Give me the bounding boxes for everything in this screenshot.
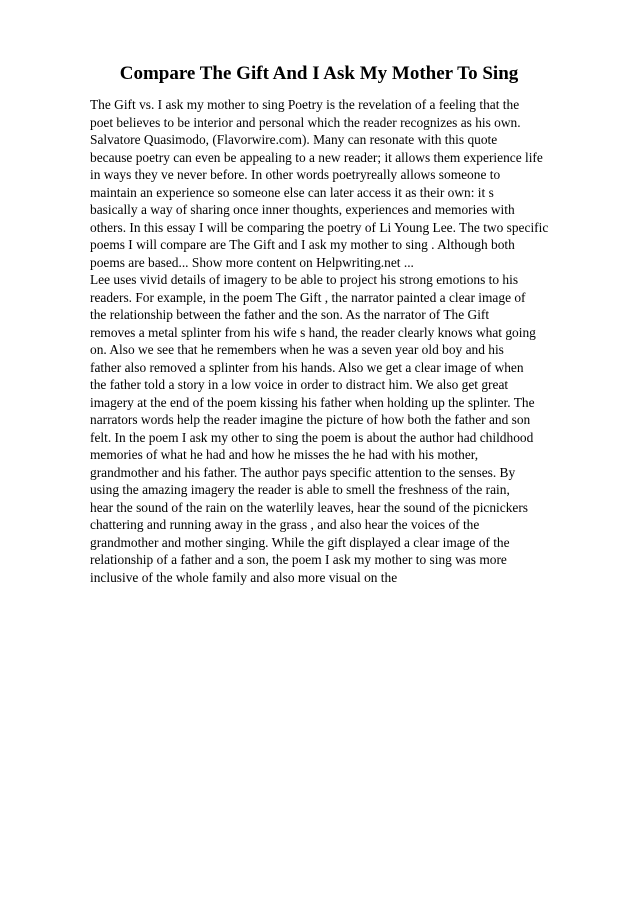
body-line: maintain an experience so someone else can later access it as their own: it s (90, 184, 494, 200)
body-line: readers. For example, in the poem The Gift , the narrator painted a clear image of (90, 289, 526, 305)
body-line: narrators words help the reader imagine the picture of how both the father and son (90, 412, 531, 427)
document-title: Compare The Gift And I Ask My Mother To Sing (119, 63, 519, 84)
body-line: removes a metal splinter from his wife s hand, the reader clearly knows what going (90, 324, 536, 340)
body-line: inclusive of the whole family and also more visual on the (90, 569, 398, 585)
body-line: father also removed a splinter from his hands. Also we get a clear image of when (90, 359, 524, 375)
body-line: Salvatore Quasimodo, (Flavorwire.com). Many can resonate with this quote (90, 132, 498, 147)
body-line: memories of what he had and how he misses the he had with his mother, (90, 447, 479, 462)
body-line: Lee uses vivid details of imagery to be able to project his strong emotions to his (90, 272, 519, 287)
body-line: in ways they ve never before. In other words poetryreally allows someone to (90, 167, 501, 182)
body-line: poet believes to be interior and personal which the reader recognizes as his own. (90, 114, 521, 130)
body-line: imagery at the end of the poem kissing his father when holding up the splinter. The (90, 394, 535, 410)
body-line: using the amazing imagery the reader is able to smell the freshness of the rain, (90, 482, 510, 497)
body-line: hear the sound of the rain on the waterlily leaves, hear the sound of the picnickers (90, 499, 529, 515)
body-line: others. In this essay I will be comparing the poetry of Li Young Lee. The two specific (90, 219, 549, 235)
document-body (90, 96, 610, 586)
body-line: basically a way of sharing once inner thoughts, experiences and memories with (90, 202, 515, 217)
body-line: the father told a story in a low voice in order to distract him. We also get great (90, 377, 509, 392)
body-line: relationship of a father and a son, the poem I ask my mother to sing was more (90, 552, 507, 567)
body-line: chattering and running away in the grass , and also hear the voices of the (90, 517, 480, 532)
body-line: The Gift vs. I ask my mother to sing Poetry is the revelation of a feeling that the (90, 97, 520, 112)
body-line: the relationship between the father and the son. As the narrator of The Gift (90, 307, 490, 322)
body-line: grandmother and mother singing. While the gift displayed a clear image of the (90, 534, 510, 550)
body-line: poems are based... Show more content on Helpwriting.net ... (90, 254, 414, 270)
body-line: because poetry can even be appealing to a new reader; it allows them experience life (90, 149, 543, 165)
body-line: felt. In the poem I ask my other to sing the poem is about the author had childhood (90, 429, 534, 445)
body-line: poems I will compare are The Gift and I ask my mother to sing . Although both (90, 237, 515, 252)
body-line: grandmother and his father. The author pays specific attention to the senses. By (90, 464, 516, 480)
body-line: on. Also we see that he remembers when he was a seven year old boy and his (90, 342, 504, 357)
